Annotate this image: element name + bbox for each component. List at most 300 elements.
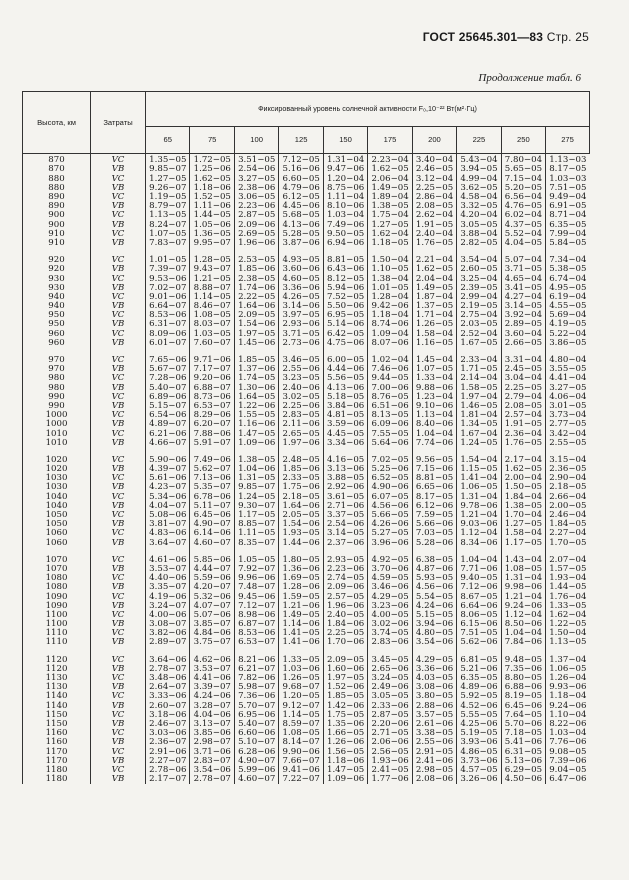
table-row xyxy=(23,265,590,274)
value-cell: 7.88−06 xyxy=(190,429,234,438)
value-cell: 6.45−06 xyxy=(501,701,545,710)
value-cell: 1.31−04 xyxy=(457,492,501,501)
value-cell: 1.62−05 xyxy=(412,265,456,274)
value-cell: 8.79−07 xyxy=(146,202,190,211)
value-cell: 2.25−05 xyxy=(323,629,367,638)
value-cell: 3.70−06 xyxy=(368,565,412,574)
value-cell: 1.58−04 xyxy=(412,329,456,338)
value-cell: 5.15−07 xyxy=(146,402,190,411)
value-cell: 3.04−04 xyxy=(501,374,545,383)
value-cell: 6.60−05 xyxy=(279,174,323,183)
value-cell: 6.91−05 xyxy=(546,202,590,211)
value-cell: 2.23−04 xyxy=(368,154,412,166)
value-cell: 3.84−06 xyxy=(323,402,367,411)
value-cell: 2.83−06 xyxy=(368,638,412,647)
value-cell: 1.23−04 xyxy=(412,393,456,402)
value-cell: 5.20−05 xyxy=(501,184,545,193)
value-cell: 3.13−06 xyxy=(323,465,367,474)
cost-cell: VB xyxy=(91,538,146,547)
value-cell: 7.36−06 xyxy=(234,692,278,701)
height-cell: 1080 xyxy=(23,574,91,583)
value-cell: 4.04−06 xyxy=(190,711,234,720)
value-cell: 5.91−07 xyxy=(190,438,234,447)
height-cell: 970 xyxy=(23,365,91,374)
value-cell: 8.34−06 xyxy=(457,538,501,547)
value-cell: 4.25−06 xyxy=(457,720,501,729)
value-cell: 9.42−06 xyxy=(368,302,412,311)
value-cell: 3.42−04 xyxy=(546,429,590,438)
value-cell: 4.90−07 xyxy=(234,756,278,765)
value-cell: 1.84−04 xyxy=(501,492,545,501)
level-header: 125 xyxy=(279,127,323,154)
value-cell: 3.01−05 xyxy=(546,402,590,411)
height-cell: 1110 xyxy=(23,629,91,638)
value-cell: 2.86−04 xyxy=(412,193,456,202)
cost-cell: VB xyxy=(91,265,146,274)
value-cell: 1.25−06 xyxy=(190,165,234,174)
value-cell: 7.51−05 xyxy=(546,184,590,193)
value-cell: 3.23−06 xyxy=(368,601,412,610)
value-cell: 2.57−04 xyxy=(501,411,545,420)
value-cell: 3.87−06 xyxy=(279,239,323,248)
value-cell: 5.85−06 xyxy=(190,556,234,565)
value-cell: 8.21−06 xyxy=(234,655,278,664)
value-cell: 3.23−05 xyxy=(279,374,323,383)
value-cell: 1.50−04 xyxy=(546,629,590,638)
value-cell: 1.87−04 xyxy=(412,293,456,302)
cost-cell: VB xyxy=(91,720,146,729)
value-cell: 1.27−05 xyxy=(501,520,545,529)
value-cell: 4.80−05 xyxy=(412,629,456,638)
level-header: 100 xyxy=(234,127,278,154)
height-cell: 930 xyxy=(23,283,91,292)
table-row xyxy=(23,692,590,701)
height-cell: 1090 xyxy=(23,592,91,601)
cost-cell: VC xyxy=(91,456,146,465)
value-cell: 4.40−06 xyxy=(146,574,190,583)
value-cell: 1.11−06 xyxy=(190,202,234,211)
value-cell: 1.89−04 xyxy=(368,193,412,202)
value-cell: 1.44−05 xyxy=(546,583,590,592)
value-cell: 7.02−07 xyxy=(146,283,190,292)
value-cell: 4.60−05 xyxy=(279,274,323,283)
cost-cell: VC xyxy=(91,154,146,166)
value-cell: 1.14−06 xyxy=(279,620,323,629)
value-cell: 1.08−05 xyxy=(279,729,323,738)
value-cell: 3.54−04 xyxy=(457,256,501,265)
value-cell: 8.98−06 xyxy=(234,611,278,620)
value-cell: 3.51−05 xyxy=(234,154,278,166)
value-cell: 5.69−04 xyxy=(546,311,590,320)
value-cell: 4.55−05 xyxy=(546,302,590,311)
height-cell: 960 xyxy=(23,329,91,338)
col-height-header: Высота, км xyxy=(23,92,91,154)
value-cell: 2.20−06 xyxy=(368,720,412,729)
height-cell: 1030 xyxy=(23,474,91,483)
value-cell: 1.11−04 xyxy=(323,193,367,202)
value-cell: 4.86−05 xyxy=(457,747,501,756)
value-cell: 2.60−05 xyxy=(457,265,501,274)
value-cell: 1.27−05 xyxy=(368,220,412,229)
value-cell: 8.53−06 xyxy=(234,629,278,638)
cost-cell: VB xyxy=(91,383,146,392)
value-cell: 2.33−04 xyxy=(457,356,501,365)
value-cell: 2.90−04 xyxy=(546,474,590,483)
value-cell: 1.70−04 xyxy=(501,511,545,520)
height-cell: 1010 xyxy=(23,429,91,438)
value-cell: 3.05−05 xyxy=(457,220,501,229)
value-cell: 1.34−05 xyxy=(457,420,501,429)
value-cell: 9.85−07 xyxy=(234,483,278,492)
value-cell: 6.53−07 xyxy=(234,638,278,647)
value-cell: 5.15−05 xyxy=(412,611,456,620)
height-cell: 950 xyxy=(23,311,91,320)
value-cell: 5.62−06 xyxy=(457,638,501,647)
value-cell: 3.85−06 xyxy=(190,729,234,738)
value-cell: 5.66−05 xyxy=(368,511,412,520)
height-cell: 960 xyxy=(23,339,91,348)
value-cell: 5.90−06 xyxy=(146,456,190,465)
value-cell: 5.21−06 xyxy=(457,665,501,674)
value-cell: 2.09−06 xyxy=(323,583,367,592)
value-cell: 1.02−04 xyxy=(368,356,412,365)
value-cell: 8.06−05 xyxy=(457,611,501,620)
value-cell: 3.38−05 xyxy=(412,729,456,738)
cost-cell: VB xyxy=(91,202,146,211)
height-cell: 1030 xyxy=(23,483,91,492)
value-cell: 7.39−07 xyxy=(146,265,190,274)
value-cell: 3.97−05 xyxy=(279,311,323,320)
value-cell: 1.08−05 xyxy=(501,565,545,574)
height-cell: 1170 xyxy=(23,747,91,756)
value-cell: 1.62−05 xyxy=(190,174,234,183)
value-cell: 7.15−04 xyxy=(501,174,545,183)
table-row xyxy=(23,529,590,538)
cost-cell: VB xyxy=(91,302,146,311)
value-cell: 2.91−06 xyxy=(146,747,190,756)
value-cell: 1.15−05 xyxy=(457,465,501,474)
cost-cell: VB xyxy=(91,638,146,647)
value-cell: 1.36−05 xyxy=(190,230,234,239)
value-cell: 3.48−06 xyxy=(146,674,190,683)
value-cell: 1.22−05 xyxy=(546,620,590,629)
value-cell: 4.13−06 xyxy=(279,220,323,229)
value-cell: 1.74−06 xyxy=(234,283,278,292)
height-cell: 990 xyxy=(23,393,91,402)
value-cell: 1.11−05 xyxy=(234,529,278,538)
height-cell: 900 xyxy=(23,220,91,229)
cost-cell: VB xyxy=(91,583,146,592)
value-cell: 5.43−04 xyxy=(457,154,501,166)
value-cell: 4.19−05 xyxy=(546,320,590,329)
cost-cell: VB xyxy=(91,184,146,193)
value-cell: 6.43−06 xyxy=(323,265,367,274)
height-cell: 1070 xyxy=(23,556,91,565)
value-cell: 3.36−06 xyxy=(412,665,456,674)
value-cell: 3.55−05 xyxy=(546,365,590,374)
value-cell: 3.18−06 xyxy=(146,711,190,720)
value-cell: 4.95−05 xyxy=(546,283,590,292)
value-cell: 3.05−05 xyxy=(368,692,412,701)
height-cell: 1100 xyxy=(23,620,91,629)
height-cell: 920 xyxy=(23,256,91,265)
value-cell: 1.24−05 xyxy=(234,492,278,501)
value-cell: 2.54−06 xyxy=(323,520,367,529)
value-cell: 8.07−06 xyxy=(368,339,412,348)
value-cell: 3.14−06 xyxy=(279,302,323,311)
value-cell: 4.89−06 xyxy=(457,683,501,692)
value-cell: 2.87−05 xyxy=(234,211,278,220)
cost-cell: VB xyxy=(91,365,146,374)
value-cell: 3.02−05 xyxy=(279,393,323,402)
value-cell: 6.95−06 xyxy=(234,711,278,720)
level-header: 225 xyxy=(457,127,501,154)
value-cell: 4.24−06 xyxy=(190,692,234,701)
value-cell: 1.62−05 xyxy=(501,465,545,474)
value-cell: 1.04−04 xyxy=(412,429,456,438)
value-cell: 3.15−04 xyxy=(546,456,590,465)
value-cell: 9.04−05 xyxy=(546,766,590,775)
cost-cell: VB xyxy=(91,502,146,511)
value-cell: 6.52−05 xyxy=(368,474,412,483)
value-cell: 1.44−05 xyxy=(190,211,234,220)
value-cell: 1.70−06 xyxy=(323,638,367,647)
value-cell: 2.78−07 xyxy=(146,665,190,674)
value-cell: 5.94−06 xyxy=(323,283,367,292)
value-cell: 9.90−06 xyxy=(279,747,323,756)
height-cell: 1060 xyxy=(23,529,91,538)
value-cell: 1.85−05 xyxy=(234,356,278,365)
value-cell: 1.33−05 xyxy=(279,655,323,664)
value-cell: 2.25−05 xyxy=(412,184,456,193)
height-cell: 900 xyxy=(23,211,91,220)
value-cell: 1.31−05 xyxy=(234,474,278,483)
value-cell: 3.39−07 xyxy=(190,683,234,692)
value-cell: 2.54−06 xyxy=(234,165,278,174)
height-cell: 1110 xyxy=(23,638,91,647)
height-cell: 1130 xyxy=(23,683,91,692)
table-row xyxy=(23,165,590,174)
value-cell: 4.41−04 xyxy=(546,374,590,383)
value-cell: 3.26−06 xyxy=(457,775,501,784)
value-cell: 1.09−06 xyxy=(323,775,367,784)
value-cell: 4.27−04 xyxy=(501,293,545,302)
height-cell: 880 xyxy=(23,184,91,193)
value-cell: 1.13−03 xyxy=(546,154,590,166)
value-cell: 1.54−04 xyxy=(457,456,501,465)
value-cell: 3.62−05 xyxy=(457,184,501,193)
value-cell: 2.27−07 xyxy=(146,756,190,765)
height-cell: 1040 xyxy=(23,502,91,511)
value-cell: 2.46−05 xyxy=(412,165,456,174)
level-header: 275 xyxy=(546,127,590,154)
value-cell: 3.53−07 xyxy=(190,665,234,674)
value-cell: 1.41−04 xyxy=(457,474,501,483)
value-cell: 2.25−06 xyxy=(279,402,323,411)
value-cell: 4.52−06 xyxy=(457,701,501,710)
value-cell: 9.85−07 xyxy=(146,165,190,174)
cost-cell: VC xyxy=(91,655,146,664)
value-cell: 2.27−04 xyxy=(546,529,590,538)
value-cell: 4.62−06 xyxy=(190,655,234,664)
table-row xyxy=(23,339,590,348)
value-cell: 2.00−04 xyxy=(501,474,545,483)
value-cell: 1.42−06 xyxy=(323,701,367,710)
value-cell: 4.20−04 xyxy=(457,211,501,220)
value-cell: 3.82−06 xyxy=(146,629,190,638)
value-cell: 2.09−06 xyxy=(234,220,278,229)
value-cell: 1.67−05 xyxy=(457,339,501,348)
value-cell: 1.35−05 xyxy=(146,154,190,166)
value-cell: 2.36−05 xyxy=(546,465,590,474)
value-cell: 3.41−05 xyxy=(501,283,545,292)
value-cell: 8.53−06 xyxy=(146,311,190,320)
value-cell: 1.18−06 xyxy=(190,184,234,193)
value-cell: 8.75−06 xyxy=(323,184,367,193)
value-cell: 1.85−06 xyxy=(234,265,278,274)
value-cell: 4.16−05 xyxy=(323,456,367,465)
value-cell: 1.59−05 xyxy=(279,592,323,601)
value-cell: 7.46−06 xyxy=(368,365,412,374)
value-cell: 6.87−07 xyxy=(234,620,278,629)
value-cell: 8.76−05 xyxy=(368,393,412,402)
value-cell: 2.83−07 xyxy=(190,756,234,765)
value-cell: 2.04−04 xyxy=(412,274,456,283)
value-cell: 2.89−07 xyxy=(146,638,190,647)
cost-cell: VC xyxy=(91,293,146,302)
value-cell: 3.35−07 xyxy=(146,583,190,592)
height-cell: 1010 xyxy=(23,438,91,447)
value-cell: 4.00−05 xyxy=(368,611,412,620)
value-cell: 1.58−05 xyxy=(457,383,501,392)
value-cell: 1.26−04 xyxy=(546,674,590,683)
value-cell: 5.64−06 xyxy=(368,438,412,447)
value-cell: 2.19−05 xyxy=(457,302,501,311)
value-cell: 3.32−05 xyxy=(457,202,501,211)
value-cell: 1.37−04 xyxy=(546,655,590,664)
value-cell: 3.33−06 xyxy=(146,692,190,701)
value-cell: 9.10−06 xyxy=(412,402,456,411)
value-cell: 5.19−05 xyxy=(457,729,501,738)
value-cell: 4.45−06 xyxy=(279,202,323,211)
value-cell: 3.96−06 xyxy=(368,538,412,547)
value-cell: 1.01−05 xyxy=(368,283,412,292)
page-header xyxy=(423,30,589,44)
value-cell: 6.47−06 xyxy=(546,775,590,784)
value-cell: 7.00−06 xyxy=(368,383,412,392)
value-cell: 7.83−07 xyxy=(146,239,190,248)
value-cell: 2.40−04 xyxy=(412,230,456,239)
value-cell: 8.73−06 xyxy=(190,393,234,402)
height-cell: 1080 xyxy=(23,583,91,592)
value-cell: 1.09−04 xyxy=(368,329,412,338)
value-cell: 2.60−07 xyxy=(146,701,190,710)
value-cell: 9.53−06 xyxy=(146,274,190,283)
table-row xyxy=(23,638,590,647)
value-cell: 1.08−05 xyxy=(190,311,234,320)
value-cell: 1.21−04 xyxy=(457,511,501,520)
table-row xyxy=(23,154,590,166)
cost-cell: VC xyxy=(91,274,146,283)
value-cell: 4.20−07 xyxy=(190,583,234,592)
value-cell: 2.99−04 xyxy=(457,293,501,302)
value-cell: 9.45−06 xyxy=(234,592,278,601)
value-cell: 9.68−07 xyxy=(279,683,323,692)
value-cell: 1.44−06 xyxy=(279,538,323,547)
value-cell: 9.30−07 xyxy=(234,502,278,511)
value-cell: 3.24−05 xyxy=(368,674,412,683)
cost-cell: VB xyxy=(91,665,146,674)
value-cell: 5.92−05 xyxy=(457,692,501,701)
value-cell: 2.17−04 xyxy=(501,456,545,465)
value-cell: 2.93−06 xyxy=(279,320,323,329)
value-cell: 2.49−06 xyxy=(368,683,412,692)
value-cell: 1.12−04 xyxy=(457,529,501,538)
value-cell: 8.13−05 xyxy=(368,411,412,420)
value-cell: 2.14−04 xyxy=(457,374,501,383)
height-cell: 920 xyxy=(23,265,91,274)
cost-cell: VC xyxy=(91,393,146,402)
value-cell: 2.55−06 xyxy=(279,365,323,374)
value-cell: 1.64−06 xyxy=(234,302,278,311)
height-cell: 890 xyxy=(23,202,91,211)
value-cell: 7.12−07 xyxy=(234,601,278,610)
value-cell: 8.17−05 xyxy=(546,165,590,174)
value-cell: 1.35−06 xyxy=(323,720,367,729)
value-cell: 1.20−04 xyxy=(323,174,367,183)
value-cell: 5.13−06 xyxy=(501,756,545,765)
value-cell: 3.34−06 xyxy=(323,438,367,447)
value-cell: 7.65−06 xyxy=(146,356,190,365)
value-cell: 3.71−06 xyxy=(190,747,234,756)
value-cell: 1.49−05 xyxy=(412,283,456,292)
cost-cell: VB xyxy=(91,738,146,747)
value-cell: 6.12−05 xyxy=(279,193,323,202)
cost-cell: VC xyxy=(91,429,146,438)
value-cell: 2.64−07 xyxy=(146,683,190,692)
value-cell: 6.94−06 xyxy=(323,239,367,248)
value-cell: 1.38−04 xyxy=(368,274,412,283)
value-cell: 1.62−05 xyxy=(368,165,412,174)
value-cell: 7.99−04 xyxy=(546,230,590,239)
value-cell: 7.71−06 xyxy=(457,565,501,574)
value-cell: 4.99−04 xyxy=(457,174,501,183)
value-cell: 7.59−05 xyxy=(412,511,456,520)
value-cell: 3.08−06 xyxy=(412,683,456,692)
value-cell: 5.40−07 xyxy=(146,383,190,392)
value-cell: 8.74−06 xyxy=(368,320,412,329)
value-cell: 5.61−06 xyxy=(146,474,190,483)
value-cell: 1.76−05 xyxy=(501,438,545,447)
value-cell: 2.41−06 xyxy=(412,756,456,765)
value-cell: 4.41−06 xyxy=(190,674,234,683)
cost-cell: VC xyxy=(91,766,146,775)
value-cell: 4.56−06 xyxy=(412,583,456,592)
value-cell: 8.71−04 xyxy=(546,211,590,220)
value-cell: 5.38−05 xyxy=(546,265,590,274)
value-cell: 2.73−06 xyxy=(279,339,323,348)
value-cell: 2.06−06 xyxy=(368,738,412,747)
value-cell: 7.49−06 xyxy=(190,456,234,465)
value-cell: 4.90−07 xyxy=(190,520,234,529)
value-cell: 6.28−06 xyxy=(234,747,278,756)
value-cell: 9.03−06 xyxy=(457,520,501,529)
value-cell: 5.35−07 xyxy=(190,483,234,492)
value-cell: 3.81−07 xyxy=(146,520,190,529)
value-cell: 3.93−06 xyxy=(457,738,501,747)
value-cell: 1.76−05 xyxy=(412,239,456,248)
value-cell: 4.00−06 xyxy=(146,611,190,620)
